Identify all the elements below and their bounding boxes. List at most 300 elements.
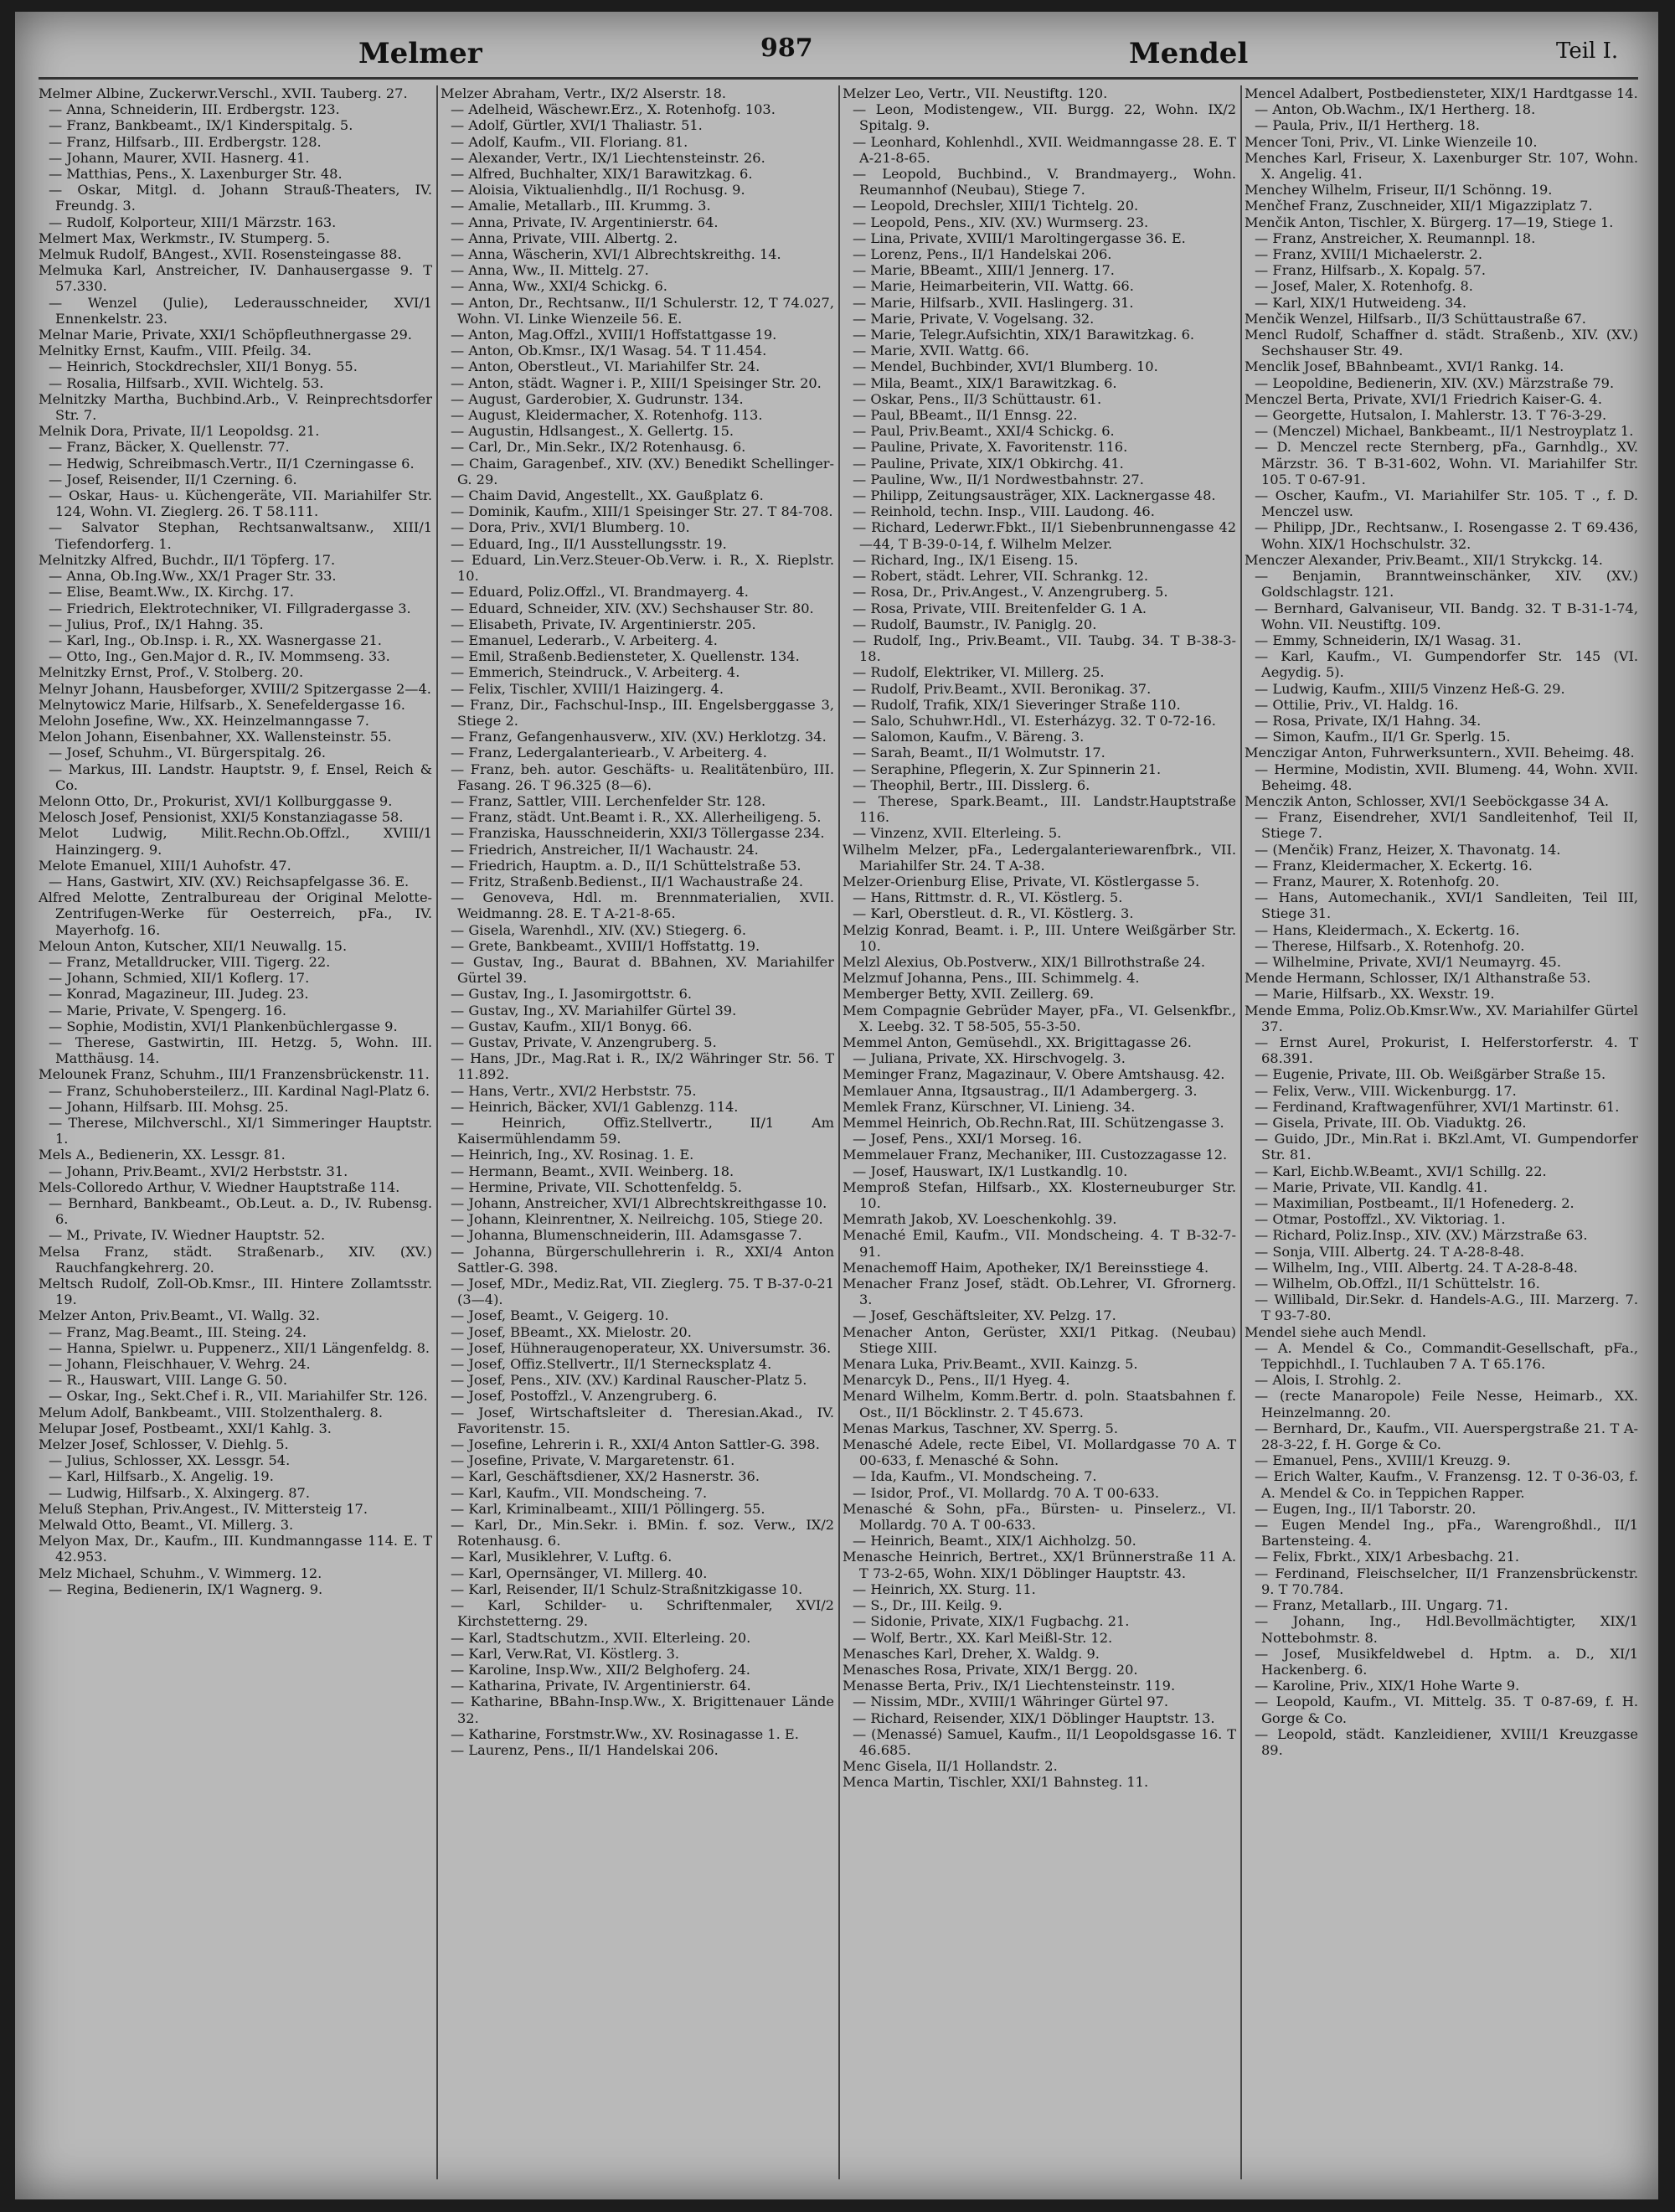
directory-entry: Alfred Melotte, Zentralbureau der Original Melotte-Zentrifugen-Werke für Oesterreich, pFa., IV. Mayerhofg. 16.	[39, 889, 432, 938]
directory-entry: Melote Emanuel, XIII/1 Auhofstr. 47.	[39, 857, 291, 874]
directory-entry: — Josef, Hühneraugenoperateur, XX. Universumstr. 36.	[451, 1339, 832, 1356]
directory-entry: — Franz, städt. Unt.Beamt i. R., XX. Allerheiligeng. 5.	[451, 809, 822, 826]
directory-entry: — Leopold, Kaufm., VI. Mittelg. 35. T 0-87-69, f. H. Gorge & Co.	[1255, 1694, 1638, 1726]
directory-entry: Memlauer Anna, Itgsaustrag., II/1 Adambergerg. 3.	[843, 1082, 1198, 1099]
directory-entry: — Gustav, Ing., XV. Mariahilfer Gürtel 39.	[451, 1002, 737, 1018]
directory-entry: — Therese, Hilfsarb., X. Rotenhofg. 20.	[1255, 937, 1525, 954]
directory-entry: — Anna, Wäscherin, XVI/1 Albrechtskreithg. 14.	[451, 246, 781, 263]
directory-entry: — Eduard, Lin.Verz.Steuer-Ob.Verw. i. R., X. Rieplstr. 10.	[451, 551, 834, 585]
directory-entry: — Bernhard, Dr., Kaufm., VII. Auerspergstraße 21. T A-28-3-22, f. H. Gorge & Co.	[1255, 1420, 1638, 1453]
directory-entry: — Johann, Ing., Hdl.Bevollmächtigter, XIX/1 Nottebohmstr. 8.	[1255, 1613, 1638, 1646]
directory-entry: Melzer Abraham, Vertr., IX/2 Alserstr. 18.	[441, 85, 727, 101]
directory-entry: — Franz, Mag.Beamt., III. Steing. 24.	[49, 1323, 307, 1340]
directory-entry: — Franz, Bankbeamt., IX/1 Kinderspitalg. 5.	[49, 117, 353, 134]
directory-entry: — Julius, Prof., IX/1 Hahng. 35.	[49, 616, 264, 632]
directory-entry: Meluß Stephan, Priv.Angest., IV. Mittersteig 17.	[39, 1500, 368, 1517]
directory-entry: — Rosa, Private, VIII. Breitenfelder G. 1 A.	[853, 600, 1147, 616]
directory-entry: — Heinrich, Beamt., XIX/1 Aichholzg. 50.	[853, 1533, 1136, 1549]
directory-entry: — Ernst Aurel, Prokurist, I. Helferstorferstr. 4. T 68.391.	[1255, 1034, 1638, 1067]
directory-entry: — Josef, Schuhm., VI. Bürgerspitalg. 26.	[49, 745, 327, 761]
directory-entry: Menara Luka, Priv.Beamt., XVII. Kainzg. 5.	[843, 1356, 1138, 1373]
directory-entry: — Gisela, Private, III. Ob. Viaduktg. 26.	[1255, 1115, 1527, 1131]
directory-entry: — Heinrich, Bäcker, XVI/1 Gablenzg. 114.	[451, 1098, 739, 1115]
directory-entry: — Otto, Ing., Gen.Major d. R., IV. Mommseng. 33.	[49, 648, 390, 665]
directory-entry: — Alfred, Buchhalter, XIX/1 Barawitzkag. 6.	[451, 166, 753, 183]
directory-entry: Menčik Anton, Tischler, X. Bürgerg. 17—19, Stiege 1.	[1245, 214, 1614, 230]
directory-entry: Menczer Alexander, Priv.Beamt., XII/1 Strykckg. 14.	[1245, 551, 1603, 568]
directory-entry: — Salvator Stephan, Rechtsanwaltsanw., XIII/1 Tiefendorferg. 1.	[49, 519, 432, 552]
directory-entry: — Karl, Geschäftsdiener, XX/2 Hasnerstr. 36.	[451, 1468, 760, 1485]
directory-entry: — Carl, Dr., Min.Sekr., IX/2 Rotenhausg. 6.	[451, 439, 746, 456]
directory-entry: — Felix, Fbrkt., XIX/1 Arbesbachg. 21.	[1255, 1549, 1520, 1565]
directory-entry: — Heinrich, XX. Sturg. 11.	[853, 1580, 1036, 1597]
directory-entry: — Paula, Priv., II/1 Hertherg. 18.	[1255, 117, 1480, 134]
directory-entry: Menacher Franz Josef, städt. Ob.Lehrer, VI. Gfrornerg. 3.	[843, 1276, 1236, 1308]
directory-entry: — Rosa, Private, IX/1 Hahng. 34.	[1255, 712, 1482, 729]
directory-entry: — Hans, Automechanik., XVI/1 Sandleiten, Teil III, Stiege 31.	[1255, 889, 1638, 922]
directory-entry: Menclik Josef, BBahnbeamt., XVI/1 Rankg. 14.	[1245, 358, 1564, 375]
directory-entry: — Leopold, Pens., XIV. (XV.) Wurmserg. 23.	[853, 214, 1149, 230]
directory-entry: — Felix, Tischler, XVIII/1 Haizingerg. 4.	[451, 680, 724, 697]
directory-entry: Menczigar Anton, Fuhrwerksuntern., XVII. Beheimg. 48.	[1245, 745, 1635, 761]
directory-entry: Menčik Wenzel, Hilfsarb., II/3 Schüttaustraße 67.	[1245, 310, 1586, 327]
directory-entry: Menaché Emil, Kaufm., VII. Mondscheing. 4. T B-32-7-91.	[843, 1227, 1236, 1260]
directory-entry: Melzer Leo, Vertr., VII. Neustiftg. 120.	[843, 85, 1108, 101]
directory-entry: — Heinrich, Offiz.Stellvertr., II/1 Am Kaisermühlendamm 59.	[451, 1115, 834, 1147]
directory-entry: — Karl, Kaufm., VI. Gumpendorfer Str. 145 (VI. Aegydig. 5).	[1255, 648, 1638, 681]
directory-entry: — Franz, Metallarb., III. Ungarg. 71.	[1255, 1597, 1508, 1614]
page-number: 987	[760, 34, 813, 63]
directory-entry: — Paul, Priv.Beamt., XXI/4 Schickg. 6.	[853, 423, 1115, 440]
directory-entry: — Philipp, Zeitungsausträger, XIX. Lacknergasse 48.	[853, 487, 1216, 504]
directory-entry: — Dominik, Kaufm., XIII/1 Speisinger Str. 27. T 84-708.	[451, 503, 833, 520]
directory-entry: — Karl, Schilder- u. Schriftenmaler, XVI/2 Kirchstetterng. 29.	[451, 1597, 834, 1630]
directory-entry: — Anton, Ob.Kmsr., IX/1 Wasag. 54. T 11.454.	[451, 343, 767, 359]
directory-entry: — Karl, Ing., Ob.Insp. i. R., XX. Wasnergasse 21.	[49, 632, 382, 648]
directory-entry: — Therese, Gastwirtin, III. Hetzg. 5, Wohn. III. Matthäusg. 14.	[49, 1034, 432, 1067]
directory-entry: — Johanna, Blumenschneiderin, III. Adamsgasse 7.	[451, 1227, 802, 1244]
directory-entry: Mendel siehe auch Mendl.	[1245, 1323, 1427, 1340]
directory-entry: Melnar Marie, Private, XXI/1 Schöpfleuthnergasse 29.	[39, 327, 412, 343]
directory-entry: — Philipp, JDr., Rechtsanw., I. Rosengasse 2. T 69.436, Wohn. XIX/1 Hochschulstr. 32.	[1255, 519, 1638, 552]
directory-entry: — Franz, Sattler, VIII. Lerchenfelder Str. 128.	[451, 792, 766, 809]
directory-entry: — Sarah, Beamt., II/1 Wolmutstr. 17.	[853, 745, 1106, 761]
directory-entry: Melmuk Rudolf, BAngest., XVII. Rosensteingasse 88.	[39, 246, 402, 263]
directory-entry: Menarcyk D., Pens., II/1 Hyeg. 4.	[843, 1372, 1070, 1389]
directory-entry: — Josefine, Lehrerin i. R., XXI/4 Anton Sattler-G. 398.	[451, 1436, 820, 1453]
directory-entry: Melzmuf Johanna, Pens., III. Schimmelg. 4.	[843, 970, 1140, 987]
directory-entry: — A. Mendel & Co., Commandit-Gesellschaft, pFa., Teppichhdl., I. Tuchlauben 7 A. T 65.176.	[1255, 1339, 1638, 1373]
directory-entry: — (Menassé) Samuel, Kaufm., II/1 Leopoldsgasse 16. T 46.685.	[853, 1725, 1236, 1758]
directory-entry: — Josef, Wirtschaftsleiter d. Theresian.Akad., IV. Favoritenstr. 15.	[451, 1404, 834, 1436]
directory-entry: — Rudolf, Ing., Priv.Beamt., VII. Taubg. 34. T B-38-3-18.	[853, 632, 1236, 665]
directory-entry: Melz Michael, Schuhm., V. Wimmerg. 12.	[39, 1565, 322, 1581]
column-4	[1245, 85, 1638, 2179]
directory-entry: — Sidonie, Private, XIX/1 Fugbachg. 21.	[853, 1613, 1130, 1630]
directory-entry: — Josef, Geschäftsleiter, XV. Pelzg. 17.	[853, 1307, 1116, 1324]
directory-entry: Mels-Colloredo Arthur, V. Wiedner Hauptstraße 114.	[39, 1178, 400, 1195]
directory-entry: — Johann, Hilfsarb. III. Mohsg. 25.	[49, 1098, 289, 1115]
directory-entry: — Gustav, Private, V. Anzengruberg. 5.	[451, 1034, 717, 1050]
directory-entry: — Alois, I. Strohlg. 2.	[1255, 1372, 1402, 1389]
directory-entry: — Marie, Private, V. Vogelsang. 32.	[853, 310, 1095, 327]
directory-entry: — Hans, JDr., Mag.Rat i. R., IX/2 Währinger Str. 56. T 11.892.	[451, 1050, 834, 1083]
directory-entry: — Franz, Kleidermacher, X. Eckertg. 16.	[1255, 857, 1533, 874]
directory-entry: Memberger Betty, XVII. Zeillerg. 69.	[843, 986, 1095, 1003]
directory-entry: — Eduard, Schneider, XIV. (XV.) Sechshauser Str. 80.	[451, 600, 814, 616]
directory-entry: — Gisela, Warenhdl., XIV. (XV.) Stiegerg. 6.	[451, 921, 746, 938]
directory-entry: Meminger Franz, Magazinaur, V. Obere Amtshausg. 42.	[843, 1066, 1225, 1083]
directory-entry: — Karl, Hilfsarb., X. Angelig. 19.	[49, 1468, 274, 1485]
directory-entry: Menachemoff Haim, Apotheker, IX/1 Bereinsstiege 4.	[843, 1259, 1209, 1276]
directory-entry: — Heinrich, Ing., XV. Rosinag. 1. E.	[451, 1147, 694, 1163]
directory-entry: Menches Karl, Friseur, X. Laxenburger Str. 107, Wohn. X. Angelig. 41.	[1245, 149, 1638, 183]
directory-entry: — Therese, Milchverschl., XI/1 Simmeringer Hauptstr. 1.	[49, 1115, 432, 1147]
directory-entry: — Wolf, Bertr., XX. Karl Meißl-Str. 12.	[853, 1629, 1113, 1646]
directory-entry: — Vinzenz, XVII. Elterleing. 5.	[853, 825, 1062, 842]
directory-entry: Melmer Albine, Zuckerwr.Verschl., XVII. Tauberg. 27.	[39, 85, 408, 101]
directory-entry: — Hans, Gastwirt, XIV. (XV.) Reichsapfelgasse 36. E.	[49, 873, 410, 889]
directory-entry: — Emanuel, Pens., XVIII/1 Kreuzg. 9.	[1255, 1452, 1511, 1469]
directory-entry: — Marie, Heimarbeiterin, VII. Wattg. 66.	[853, 278, 1134, 295]
directory-entry: — Johann, Maurer, XVII. Hasnerg. 41.	[49, 149, 310, 166]
directory-entry: — Ida, Kaufm., VI. Mondscheing. 7.	[853, 1468, 1097, 1485]
column-3	[843, 85, 1236, 2179]
directory-entry: — S., Dr., III. Keilg. 9.	[853, 1597, 1002, 1614]
directory-entry: — Pauline, Private, X. Favoritenstr. 116.	[853, 439, 1128, 456]
directory-entry: — Franz, beh. autor. Geschäfts- u. Realitätenbüro, III. Fasang. 26. T 96.325 (8—6).	[451, 761, 834, 793]
directory-entry: — Hanna, Spielwr. u. Puppenerz., XII/1 Längenfeldg. 8.	[49, 1339, 430, 1356]
directory-entry: — Bernhard, Galvaniseur, VII. Bandg. 32. T B-31-1-74, Wohn. VII. Neustiftg. 109.	[1255, 600, 1638, 632]
header-rule	[39, 77, 1638, 80]
directory-entry: — Karl, XIX/1 Hutweideng. 34.	[1255, 294, 1467, 311]
directory-entry: — Johann, Anstreicher, XVI/1 Albrechtskreithgasse 10.	[451, 1195, 827, 1212]
directory-entry: — Josef, Offiz.Stellvertr., II/1 Sternecksplatz 4.	[451, 1356, 772, 1373]
directory-entry: — Hermine, Private, VII. Schottenfeldg. 5.	[451, 1178, 742, 1195]
directory-entry: — Katharine, Forstmstr.Ww., XV. Rosinagasse 1. E.	[451, 1725, 799, 1742]
directory-entry: — Gustav, Kaufm., XII/1 Bonyg. 66.	[451, 1018, 693, 1034]
directory-entry: — Josef, Pens., XXI/1 Morseg. 16.	[853, 1131, 1082, 1147]
directory-entry: — Franz, Eisendreher, XVI/1 Sandleitenhof, Teil II, Stiege 7.	[1255, 809, 1638, 842]
directory-entry: — Oskar, Haus- u. Küchengeräte, VII. Mariahilfer Str. 124, Wohn. VI. Zieglerg. 26. T 58.111.	[49, 487, 432, 520]
directory-entry: — Georgette, Hutsalon, I. Mahlerstr. 13. T 76-3-29.	[1255, 407, 1607, 424]
directory-entry: Mencel Adalbert, Postbediensteter, XIX/1 Hardtgasse 14.	[1245, 85, 1638, 101]
directory-entry: Melnitky Ernst, Kaufm., VIII. Pfeilg. 34.	[39, 343, 312, 359]
directory-entry: — Friedrich, Elektrotechniker, VI. Fillgradergasse 3.	[49, 600, 411, 616]
directory-entry: Melnyr Johann, Hausbeforger, XVIII/2 Spitzergasse 2—4.	[39, 680, 431, 697]
directory-entry: Wilhelm Melzer, pFa., Ledergalanteriewarenfbrk., VII. Mariahilfer Str. 24. T A-38.	[843, 841, 1236, 874]
directory-entry: — Rudolf, Trafik, XIX/1 Sieveringer Straße 110.	[853, 696, 1181, 713]
directory-entry: — Nissim, MDr., XVIII/1 Währinger Gürtel 97.	[853, 1694, 1169, 1710]
directory-entry: — Franz, Ledergalanteriearb., V. Arbeiterg. 4.	[451, 745, 767, 761]
directory-entry: — Marie, Private, V. Spengerg. 16.	[49, 1002, 287, 1018]
directory-entry: — Karoline, Insp.Ww., XII/2 Belghoferg. 24.	[451, 1661, 750, 1678]
directory-entry: — Josef, Musikfeldwebel d. Hptm. a. D., XI/1 Hackenberg. 6.	[1255, 1645, 1638, 1678]
directory-entry: Melounek Franz, Schuhm., III/1 Franzensbrückenstr. 11.	[39, 1066, 430, 1083]
directory-entry: — Reinhold, techn. Insp., VIII. Laudong. 46.	[853, 503, 1155, 520]
directory-entry: — Eduard, Poliz.Offzl., VI. Brandmayerg. 4.	[451, 584, 749, 601]
directory-entry: — Anna, Private, IV. Argentinierstr. 64.	[451, 214, 719, 230]
directory-entry: — Augustin, Hdlsangest., X. Gellertg. 15.	[451, 423, 734, 440]
directory-entry: — Johann, Priv.Beamt., XVI/2 Herbststr. 31.	[49, 1163, 348, 1179]
directory-entry: — Oskar, Mitgl. d. Johann Strauß-Theaters, IV. Freundg. 3.	[49, 182, 432, 214]
directory-entry: Melnik Dora, Private, II/1 Leopoldsg. 21.	[39, 423, 320, 440]
directory-entry: — Katharine, BBahn-Insp.Ww., X. Brigittenauer Lände 32.	[451, 1694, 834, 1726]
directory-entry: — Franz, XVIII/1 Michaelerstr. 2.	[1255, 246, 1482, 263]
directory-entry: — Sonja, VIII. Albertg. 24. T A-28-8-48.	[1255, 1243, 1524, 1260]
directory-entry: — Katharina, Private, IV. Argentinierstr. 64.	[451, 1678, 751, 1694]
directory-entry: — Karl, Verw.Rat, VI. Köstlerg. 3.	[451, 1645, 680, 1662]
directory-entry: — Karl, Oberstleut. d. R., VI. Köstlerg. 3.	[853, 905, 1134, 922]
directory-entry: — Otmar, Postoffzl., XV. Viktoriag. 1.	[1255, 1211, 1506, 1228]
column-1	[39, 85, 432, 2179]
directory-entry: — Eugen Mendel Ing., pFa., Warengroßhdl., II/1 Bartensteing. 4.	[1255, 1517, 1638, 1549]
directory-entry: — Josef, Reisender, II/1 Czerning. 6.	[49, 471, 297, 487]
directory-entry: — Leopold, städt. Kanzleidiener, XVIII/1 Kreuzgasse 89.	[1255, 1725, 1638, 1758]
directory-entry: — Robert, städt. Lehrer, VII. Schrankg. 12.	[853, 568, 1149, 585]
directory-entry: — Erich Walter, Kaufm., V. Franzensg. 12. T 0-36-03, f. A. Mendel & Co. in Teppichen Rapper.	[1255, 1468, 1638, 1501]
directory-entry: — Gustav, Ing., I. Jasomirgottstr. 6.	[451, 986, 693, 1003]
directory-entry: Menas Markus, Taschner, XV. Sperrg. 5.	[843, 1420, 1119, 1436]
column-divider	[1240, 85, 1242, 2179]
directory-entry: Mels A., Bedienerin, XX. Lessgr. 81.	[39, 1147, 286, 1163]
directory-entry: Melmert Max, Werkmstr., IV. Stumperg. 5.	[39, 229, 330, 246]
directory-entry: — Franz, Maurer, X. Rotenhofg. 20.	[1255, 873, 1500, 889]
directory-entry: Melwald Otto, Beamt., VI. Millerg. 3.	[39, 1517, 294, 1534]
column-divider	[838, 85, 840, 2179]
directory-entry: — Emanuel, Lederarb., V. Arbeiterg. 4.	[451, 632, 718, 648]
directory-entry: — Friedrich, Hauptm. a. D., II/1 Schüttelstraße 53.	[451, 857, 801, 874]
directory-entry: — August, Garderobier, X. Gudrunstr. 134.	[451, 390, 744, 407]
directory-entry: — Adelheid, Wäschewr.Erz., X. Rotenhofg. 103.	[451, 101, 776, 118]
directory-entry: — Johann, Fleischhauer, V. Wehrg. 24.	[49, 1356, 311, 1373]
directory-entry: — Rosa, Dr., Priv.Angest., V. Anzengruberg. 5.	[853, 584, 1168, 601]
directory-entry: — Hedwig, Schreibmasch.Vertr., II/1 Czerningasse 6.	[49, 455, 415, 472]
directory-entry: — Marie, XVII. Wattg. 66.	[853, 343, 1029, 359]
directory-entry: — Richard, Lederwr.Fbkt., II/1 Siebenbrunnengasse 42—44, T B-39-0-14, f. Wilhelm Melzer.	[853, 519, 1236, 552]
directory-entry: — Oskar, Ing., Sekt.Chef i. R., VII. Mariahilfer Str. 126.	[49, 1388, 428, 1405]
directory-entry: — Emmerich, Steindruck., V. Arbeiterg. 4.	[451, 664, 740, 681]
directory-entry: Melonn Otto, Dr., Prokurist, XVI/1 Kollburggasse 9.	[39, 792, 393, 809]
directory-entry: — Karl, Opernsänger, VI. Millerg. 40.	[451, 1565, 708, 1581]
directory-entry: — Anton, Ob.Wachm., IX/1 Hertherg. 18.	[1255, 101, 1536, 118]
directory-entry: — Regina, Bedienerin, IX/1 Wagnerg. 9.	[49, 1580, 323, 1597]
directory-entry: — Rudolf, Kolporteur, XIII/1 Märzstr. 163.	[49, 214, 337, 230]
directory-entry: — Matthias, Pens., X. Laxenburger Str. 48.	[49, 166, 343, 183]
directory-entry: — Ludwig, Kaufm., XIII/5 Vinzenz Heß-G. 29.	[1255, 680, 1565, 697]
directory-entry: — Josef, BBeamt., XX. Mielostr. 20.	[451, 1323, 692, 1340]
directory-entry: Meltsch Rudolf, Zoll-Ob.Kmsr., III. Hintere Zollamtsstr. 19.	[39, 1276, 432, 1308]
directory-entry: — Leonhard, Kohlenhdl., XVII. Weidmanngasse 28. E. T A-21-8-65.	[853, 133, 1236, 166]
directory-entry: — Lina, Private, XVIII/1 Maroltingergasse 36. E.	[853, 229, 1186, 246]
directory-entry: — Josef, Postoffzl., V. Anzengruberg. 6.	[451, 1388, 718, 1405]
directory-entry: Meloun Anton, Kutscher, XII/1 Neuwallg. 15.	[39, 937, 348, 954]
directory-entry: — Marie, BBeamt., XIII/1 Jennerg. 17.	[853, 262, 1115, 279]
directory-entry: — Anton, Dr., Rechtsanw., II/1 Schulerstr. 12, T 74.027, Wohn. VI. Linke Wienzeile 56. E.	[451, 294, 834, 327]
directory-entry: Melot Ludwig, Milit.Rechn.Ob.Offzl., XVIII/1 Hainzingerg. 9.	[39, 825, 432, 858]
directory-entry: Melohn Josefine, Ww., XX. Heinzelmanngasse 7.	[39, 712, 369, 729]
directory-entry: Menacher Anton, Gerüster, XXI/1 Pitkag. (Neubau) Stiege XIII.	[843, 1323, 1236, 1356]
directory-entry: — Felix, Verw., VIII. Wickenburgg. 17.	[1255, 1082, 1517, 1099]
directory-entry: — Ferdinand, Fleischselcher, II/1 Franzensbrückenstr. 9. T 70.784.	[1255, 1565, 1638, 1597]
directory-entry: — Marie, Private, VII. Kandlg. 41.	[1255, 1178, 1488, 1195]
directory-entry: — Benjamin, Branntweinschänker, XIV. (XV.) Goldschlagstr. 121.	[1255, 568, 1638, 601]
directory-entry: — Leon, Modistengew., VII. Burgg. 22, Wohn. IX/2 Spitalg. 9.	[853, 101, 1236, 134]
directory-entry: — Alexander, Vertr., IX/1 Liechtensteinstr. 26.	[451, 149, 765, 166]
columns	[39, 85, 1638, 2179]
directory-entry: — Eugen, Ing., II/1 Taborstr. 20.	[1255, 1500, 1477, 1517]
header-part: Teil I.	[1556, 39, 1619, 64]
directory-entry: — Konrad, Magazineur, III. Judeg. 23.	[49, 986, 309, 1003]
directory-entry: — Franz, Metalldrucker, VIII. Tigerg. 22.	[49, 953, 331, 970]
header-right-name: Mendel	[1129, 37, 1249, 70]
directory-entry: — Hans, Rittmstr. d. R., VI. Köstlerg. 5.	[853, 889, 1123, 906]
directory-entry: Menasches Rosa, Private, XIX/1 Bergg. 20.	[843, 1661, 1138, 1678]
directory-entry: — Josef, Hauswart, IX/1 Lustkandlg. 10.	[853, 1163, 1128, 1179]
directory-entry: — Franz, Hilfsarb., III. Erdbergstr. 128.	[49, 133, 322, 150]
directory-entry: — Franz, Gefangenhausverw., XIV. (XV.) Herklotzg. 34.	[451, 729, 827, 745]
directory-entry: — Wenzel (Julie), Lederausschneider, XVI/1 Ennenkelstr. 23.	[49, 294, 432, 327]
directory-entry: — Josef, Pens., XIV. (XV.) Kardinal Rauscher-Platz 5.	[451, 1372, 807, 1389]
directory-entry: — Friedrich, Anstreicher, II/1 Wachaustr. 24.	[451, 841, 759, 858]
directory-entry: Menczel Berta, Private, XVI/1 Friedrich Kaiser-G. 4.	[1245, 390, 1602, 407]
directory-entry: — Eduard, Ing., II/1 Ausstellungsstr. 19.	[451, 535, 727, 552]
directory-entry: — Oscher, Kaufm., VI. Mariahilfer Str. 105. T ., f. D. Menczel usw.	[1255, 487, 1638, 520]
directory-entry: — Simon, Kaufm., II/1 Gr. Sperlg. 15.	[1255, 729, 1511, 745]
directory-entry: — Wilhelm, Ob.Offzl., II/1 Schüttelstr. 16.	[1255, 1276, 1540, 1292]
directory-entry: — Salomon, Kaufm., V. Bäreng. 3.	[853, 729, 1085, 745]
directory-entry: Menasché Adele, recte Eibel, VI. Mollardgasse 70 A. T 00-633, f. Menasché & Sohn.	[843, 1436, 1236, 1469]
directory-entry: — Paul, BBeamt., II/1 Ennsg. 22.	[853, 407, 1078, 424]
directory-entry: Melsa Franz, städt. Straßenarb., XIV. (XV.) Rauchfangkehrerg. 20.	[39, 1243, 432, 1276]
directory-entry: — (Menčik) Franz, Heizer, X. Thavonatg. 14.	[1255, 841, 1561, 858]
directory-entry: Melnitzky Ernst, Prof., V. Stolberg. 20.	[39, 664, 304, 681]
directory-entry: Menard Wilhelm, Komm.Bertr. d. poln. Staatsbahnen f. Ost., II/1 Böcklinstr. 2. T 45.673.	[843, 1388, 1236, 1421]
directory-entry: Menc Gisela, II/1 Hollandstr. 2.	[843, 1758, 1058, 1775]
directory-entry: — Karl, Kriminalbeamt., XIII/1 Pöllingerg. 55.	[451, 1500, 765, 1517]
directory-entry: Menca Martin, Tischler, XXI/1 Bahnsteg. 11.	[843, 1774, 1149, 1791]
directory-entry: Melum Adolf, Bankbeamt., VIII. Stolzenthalerg. 8.	[39, 1404, 383, 1421]
directory-entry: — Josefine, Private, V. Margaretenstr. 61.	[451, 1452, 735, 1469]
directory-entry: — Karl, Musiklehrer, V. Luftg. 6.	[451, 1549, 673, 1565]
directory-entry: — (Menczel) Michael, Bankbeamt., II/1 Nestroyplatz 1.	[1255, 423, 1634, 440]
directory-entry: — Josef, Beamt., V. Geigerg. 10.	[451, 1307, 669, 1324]
directory-entry: Melmuka Karl, Anstreicher, IV. Danhausergasse 9. T 57.330.	[39, 262, 432, 295]
directory-entry: — Adolf, Kaufm., VII. Floriang. 81.	[451, 133, 688, 150]
directory-entry: — Chaim, Garagenbef., XIV. (XV.) Benedikt Schellinger-G. 29.	[451, 455, 834, 487]
directory-entry: — Laurenz, Pens., II/1 Handelskai 206.	[451, 1741, 719, 1758]
column-2	[441, 85, 834, 2179]
directory-entry: — Chaim David, Angestellt., XX. Gaußplatz 6.	[451, 487, 764, 504]
directory-entry: — Anna, Ob.Ing.Ww., XX/1 Prager Str. 33.	[49, 568, 337, 585]
directory-entry: Melzer Josef, Schlosser, V. Diehlg. 5.	[39, 1436, 289, 1453]
directory-entry: — Isidor, Prof., VI. Mollardg. 70 A. T 00-633.	[853, 1484, 1160, 1501]
directory-entry: Menchey Wilhelm, Friseur, II/1 Schönng. 19.	[1245, 182, 1553, 199]
directory-entry: Memmelauer Franz, Mechaniker, III. Custozzagasse 12.	[843, 1147, 1228, 1163]
directory-entry: — Anna, Ww., II. Mittelg. 27.	[451, 262, 649, 279]
directory-entry: — Wilhelm, Ing., VIII. Albertg. 24. T A-28-8-48.	[1255, 1259, 1578, 1276]
directory-entry: — Genoveva, Hdl. m. Brennmaterialien, XVII. Weidmanng. 28. E. T A-21-8-65.	[451, 889, 834, 922]
directory-entry: — Franz, Schuhobersteilerz., III. Kardinal Nagl-Platz 6.	[49, 1082, 430, 1099]
directory-entry: — Hermann, Beamt., XVII. Weinberg. 18.	[451, 1163, 734, 1179]
directory-entry: Mende Emma, Poliz.Ob.Kmsr.Ww., XV. Mariahilfer Gürtel 37.	[1245, 1002, 1638, 1034]
directory-entry: — Juliana, Private, XX. Hirschvogelg. 3.	[853, 1050, 1126, 1067]
directory-entry: — Dora, Priv., XVI/1 Blumberg. 10.	[451, 519, 690, 536]
directory-entry: Memlek Franz, Kürschner, VI. Linieng. 34.	[843, 1098, 1136, 1115]
directory-entry: Menasche Heinrich, Bertret., XX/1 Brünnerstraße 11 A. T 73-2-65, Wohn. XIX/1 Döblinger Hauptstr. 43.	[843, 1549, 1236, 1581]
directory-entry: — Ottilie, Priv., VI. Haldg. 16.	[1255, 696, 1459, 713]
directory-entry: — Oskar, Pens., II/3 Schüttaustr. 61.	[853, 390, 1102, 407]
directory-entry: — Franz, Bäcker, X. Quellenstr. 77.	[49, 439, 290, 456]
directory-entry: — Leopoldine, Bedienerin, XIV. (XV.) Märzstraße 79.	[1255, 374, 1615, 391]
directory-entry: — Richard, Poliz.Insp., XIV. (XV.) Märzstraße 63.	[1255, 1227, 1588, 1244]
directory-entry: — Franz, Hilfsarb., X. Kopalg. 57.	[1255, 262, 1486, 279]
column-divider	[436, 85, 438, 2179]
directory-entry: — Franziska, Hausschneiderin, XXI/3 Töllergasse 234.	[451, 825, 825, 842]
directory-entry: — M., Private, IV. Wiedner Hauptstr. 52.	[49, 1227, 326, 1244]
directory-entry: — Ferdinand, Kraftwagenführer, XVI/1 Martinstr. 61.	[1255, 1098, 1620, 1115]
directory-entry: — Mila, Beamt., XIX/1 Barawitzkag. 6.	[853, 374, 1117, 391]
directory-entry: Menczik Anton, Schlosser, XVI/1 Seeböckgasse 34 A.	[1245, 792, 1610, 809]
directory-entry: — Wilhelmine, Private, XVI/1 Neumayrg. 45.	[1255, 953, 1561, 970]
directory-entry: Menčhef Franz, Zuschneider, XII/1 Migazziplatz 7.	[1245, 198, 1593, 214]
directory-entry: Menasches Karl, Dreher, X. Waldg. 9.	[843, 1645, 1100, 1662]
directory-entry: — Rosalia, Hilfsarb., XVII. Wichtelg. 53.	[49, 374, 324, 391]
directory-entry: Melupar Josef, Postbeamt., XXI/1 Kahlg. 3.	[39, 1420, 332, 1436]
directory-entry: — Willibald, Dir.Sekr. d. Handels-A.G., III. Marzerg. 7. T 93-7-80.	[1255, 1292, 1638, 1324]
page-header	[15, 30, 1658, 80]
directory-entry: Mencl Rudolf, Schaffner d. städt. Straßenb., XIV. (XV.) Sechshauser Str. 49.	[1245, 327, 1638, 359]
directory-entry: — Leopold, Buchbind., V. Brandmayerg., Wohn. Reumannhof (Neubau), Stiege 7.	[853, 166, 1236, 199]
directory-entry: Melon Johann, Eisenbahner, XX. Wallensteinstr. 55.	[39, 729, 392, 745]
directory-entry: Mende Hermann, Schlosser, IX/1 Althanstraße 53.	[1245, 970, 1591, 987]
directory-entry: — Julius, Schlosser, XX. Lessgr. 54.	[49, 1452, 291, 1469]
directory-entry: Melzl Alexius, Ob.Postverw., XIX/1 Billrothstraße 24.	[843, 953, 1206, 970]
directory-entry: — Elise, Beamt.Ww., IX. Kirchg. 17.	[49, 584, 294, 601]
directory-entry: Melzig Konrad, Beamt. i. P., III. Untere Weißgärber Str. 10.	[843, 921, 1236, 954]
directory-entry: — Therese, Spark.Beamt., III. Landstr.Hauptstraße 116.	[853, 792, 1236, 826]
directory-entry: Memmel Heinrich, Ob.Rechn.Rat, III. Schützengasse 3.	[843, 1115, 1224, 1131]
directory-entry: — August, Kleidermacher, X. Rotenhofg. 113.	[451, 407, 763, 424]
directory-entry: — Karl, Stadtschutzm., XVII. Elterleing. 20.	[451, 1629, 751, 1646]
directory-entry: Mencer Toni, Priv., VI. Linke Wienzeile 10.	[1245, 133, 1538, 150]
directory-entry: Melyon Max, Dr., Kaufm., III. Kundmanngasse 114. E. T 42.953.	[39, 1533, 432, 1565]
directory-entry: — Johanna, Bürgerschullehrerin i. R., XXI/4 Anton Sattler-G. 398.	[451, 1243, 834, 1276]
directory-entry: — Johann, Schmied, XII/1 Koflerg. 17.	[49, 970, 310, 987]
directory-entry: — Karl, Reisender, II/1 Schulz-Straßnitzkigasse 10.	[451, 1580, 803, 1597]
directory-entry: — Anna, Ww., XXI/4 Schickg. 6.	[451, 278, 667, 295]
directory-entry: Melzer Anton, Priv.Beamt., VI. Wallg. 32.	[39, 1307, 321, 1324]
directory-entry: — Pauline, Ww., II/1 Nordwestbahnstr. 27.	[853, 471, 1144, 487]
directory-entry: — (recte Manaropole) Feile Nesse, Heimarb., XX. Heinzelmanng. 20.	[1255, 1388, 1638, 1421]
directory-entry: Melnitzky Martha, Buchbind.Arb., V. Reinprechtsdorfer Str. 7.	[39, 390, 432, 424]
directory-entry: — Rudolf, Priv.Beamt., XVII. Beronikag. 37.	[853, 680, 1152, 697]
directory-entry: — Sophie, Modistin, XVI/1 Plankenbüchlergasse 9.	[49, 1018, 398, 1034]
directory-entry: Melzer-Orienburg Elise, Private, VI. Köstlergasse 5.	[843, 873, 1200, 889]
directory-entry: — Franz, Dir., Fachschul-Insp., III. Engelsberggasse 3, Stiege 2.	[451, 696, 834, 729]
directory-entry: — Theophil, Bertr., III. Disslerg. 6.	[853, 776, 1090, 793]
directory-entry: — Seraphine, Pflegerin, X. Zur Spinnerin 21.	[853, 761, 1162, 777]
directory-entry: — Rudolf, Elektriker, VI. Millerg. 25.	[853, 664, 1105, 681]
directory-entry: — Mendel, Buchbinder, XVI/1 Blumberg. 10.	[853, 358, 1158, 375]
directory-entry: — Josef, Maler, X. Rotenhofg. 8.	[1255, 278, 1473, 295]
directory-entry: Memrath Jakob, XV. Loeschenkohlg. 39.	[843, 1211, 1117, 1228]
directory-entry: — Marie, Telegr.Aufsichtin, XIX/1 Barawitzkag. 6.	[853, 327, 1195, 343]
directory-entry: — R., Hauswart, VIII. Lange G. 50.	[49, 1372, 287, 1389]
directory-page	[15, 12, 1658, 2199]
directory-entry: — Anton, städt. Wagner i. P., XIII/1 Speisinger Str. 20.	[451, 374, 822, 391]
directory-entry: — Hermine, Modistin, XVII. Blumeng. 44, Wohn. XVII. Beheimg. 48.	[1255, 761, 1638, 793]
